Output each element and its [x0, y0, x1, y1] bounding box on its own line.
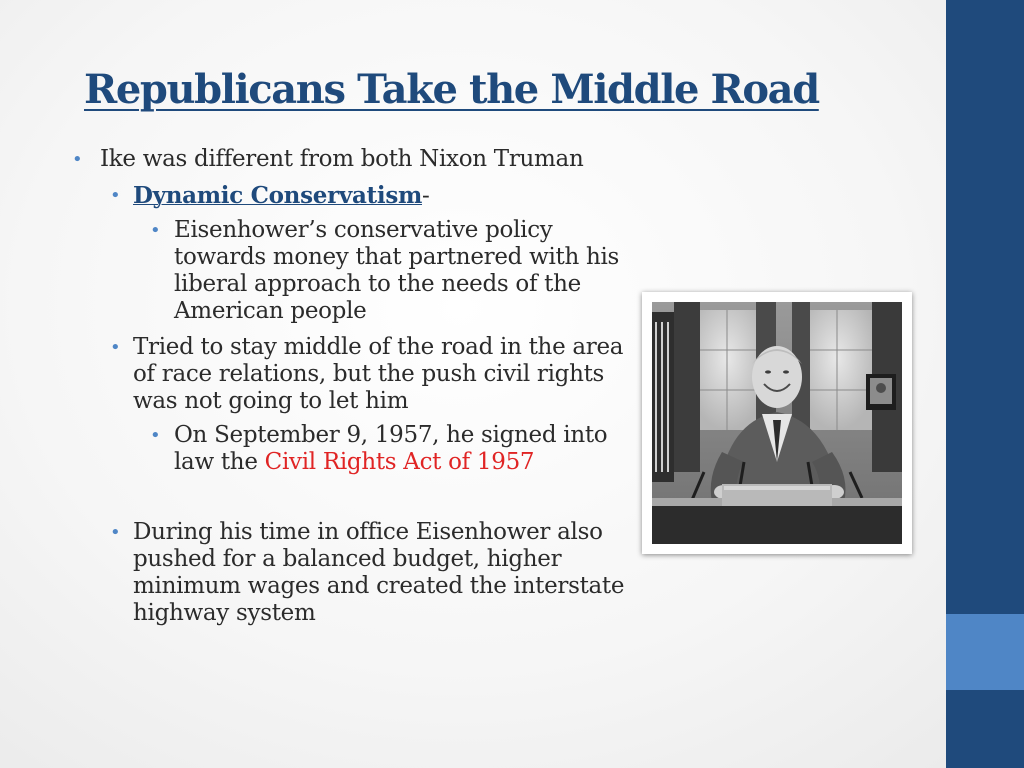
eisenhower-photo [652, 302, 902, 544]
bullet-conservative-policy: • Eisenhower’s conservative policy towards money that partnered with his liberal approach to the needs of the American people [70, 217, 630, 325]
bullet-dynamic-conservatism [70, 182, 630, 210]
term-dash: - [422, 183, 430, 209]
bullet-civil-rights-act [70, 422, 630, 476]
bullet-ike-different: • Ike was different from both Nixon Truman [70, 146, 630, 173]
slide-title: Republicans Take the Middle Road [84, 66, 819, 113]
sidebar-accent-block [946, 614, 1024, 690]
slide-body [70, 146, 630, 627]
bullet-balanced-budget: • During his time in office Eisenhower also pushed for a balanced budget, higher minimum wages and created the interstate highway system [70, 519, 630, 627]
dynamic-conservatism-term: Dynamic Conservatism [133, 182, 423, 209]
civil-rights-act-link: Civil Rights Act of 1957 [264, 449, 535, 475]
bullet-race-relations: • Tried to stay middle of the road in the area of race relations, but the push civil rights was not going to let him [70, 334, 630, 415]
photo-frame [642, 292, 912, 554]
civil-rights-text: On September 9, 1957, he signed into law the [174, 422, 608, 475]
